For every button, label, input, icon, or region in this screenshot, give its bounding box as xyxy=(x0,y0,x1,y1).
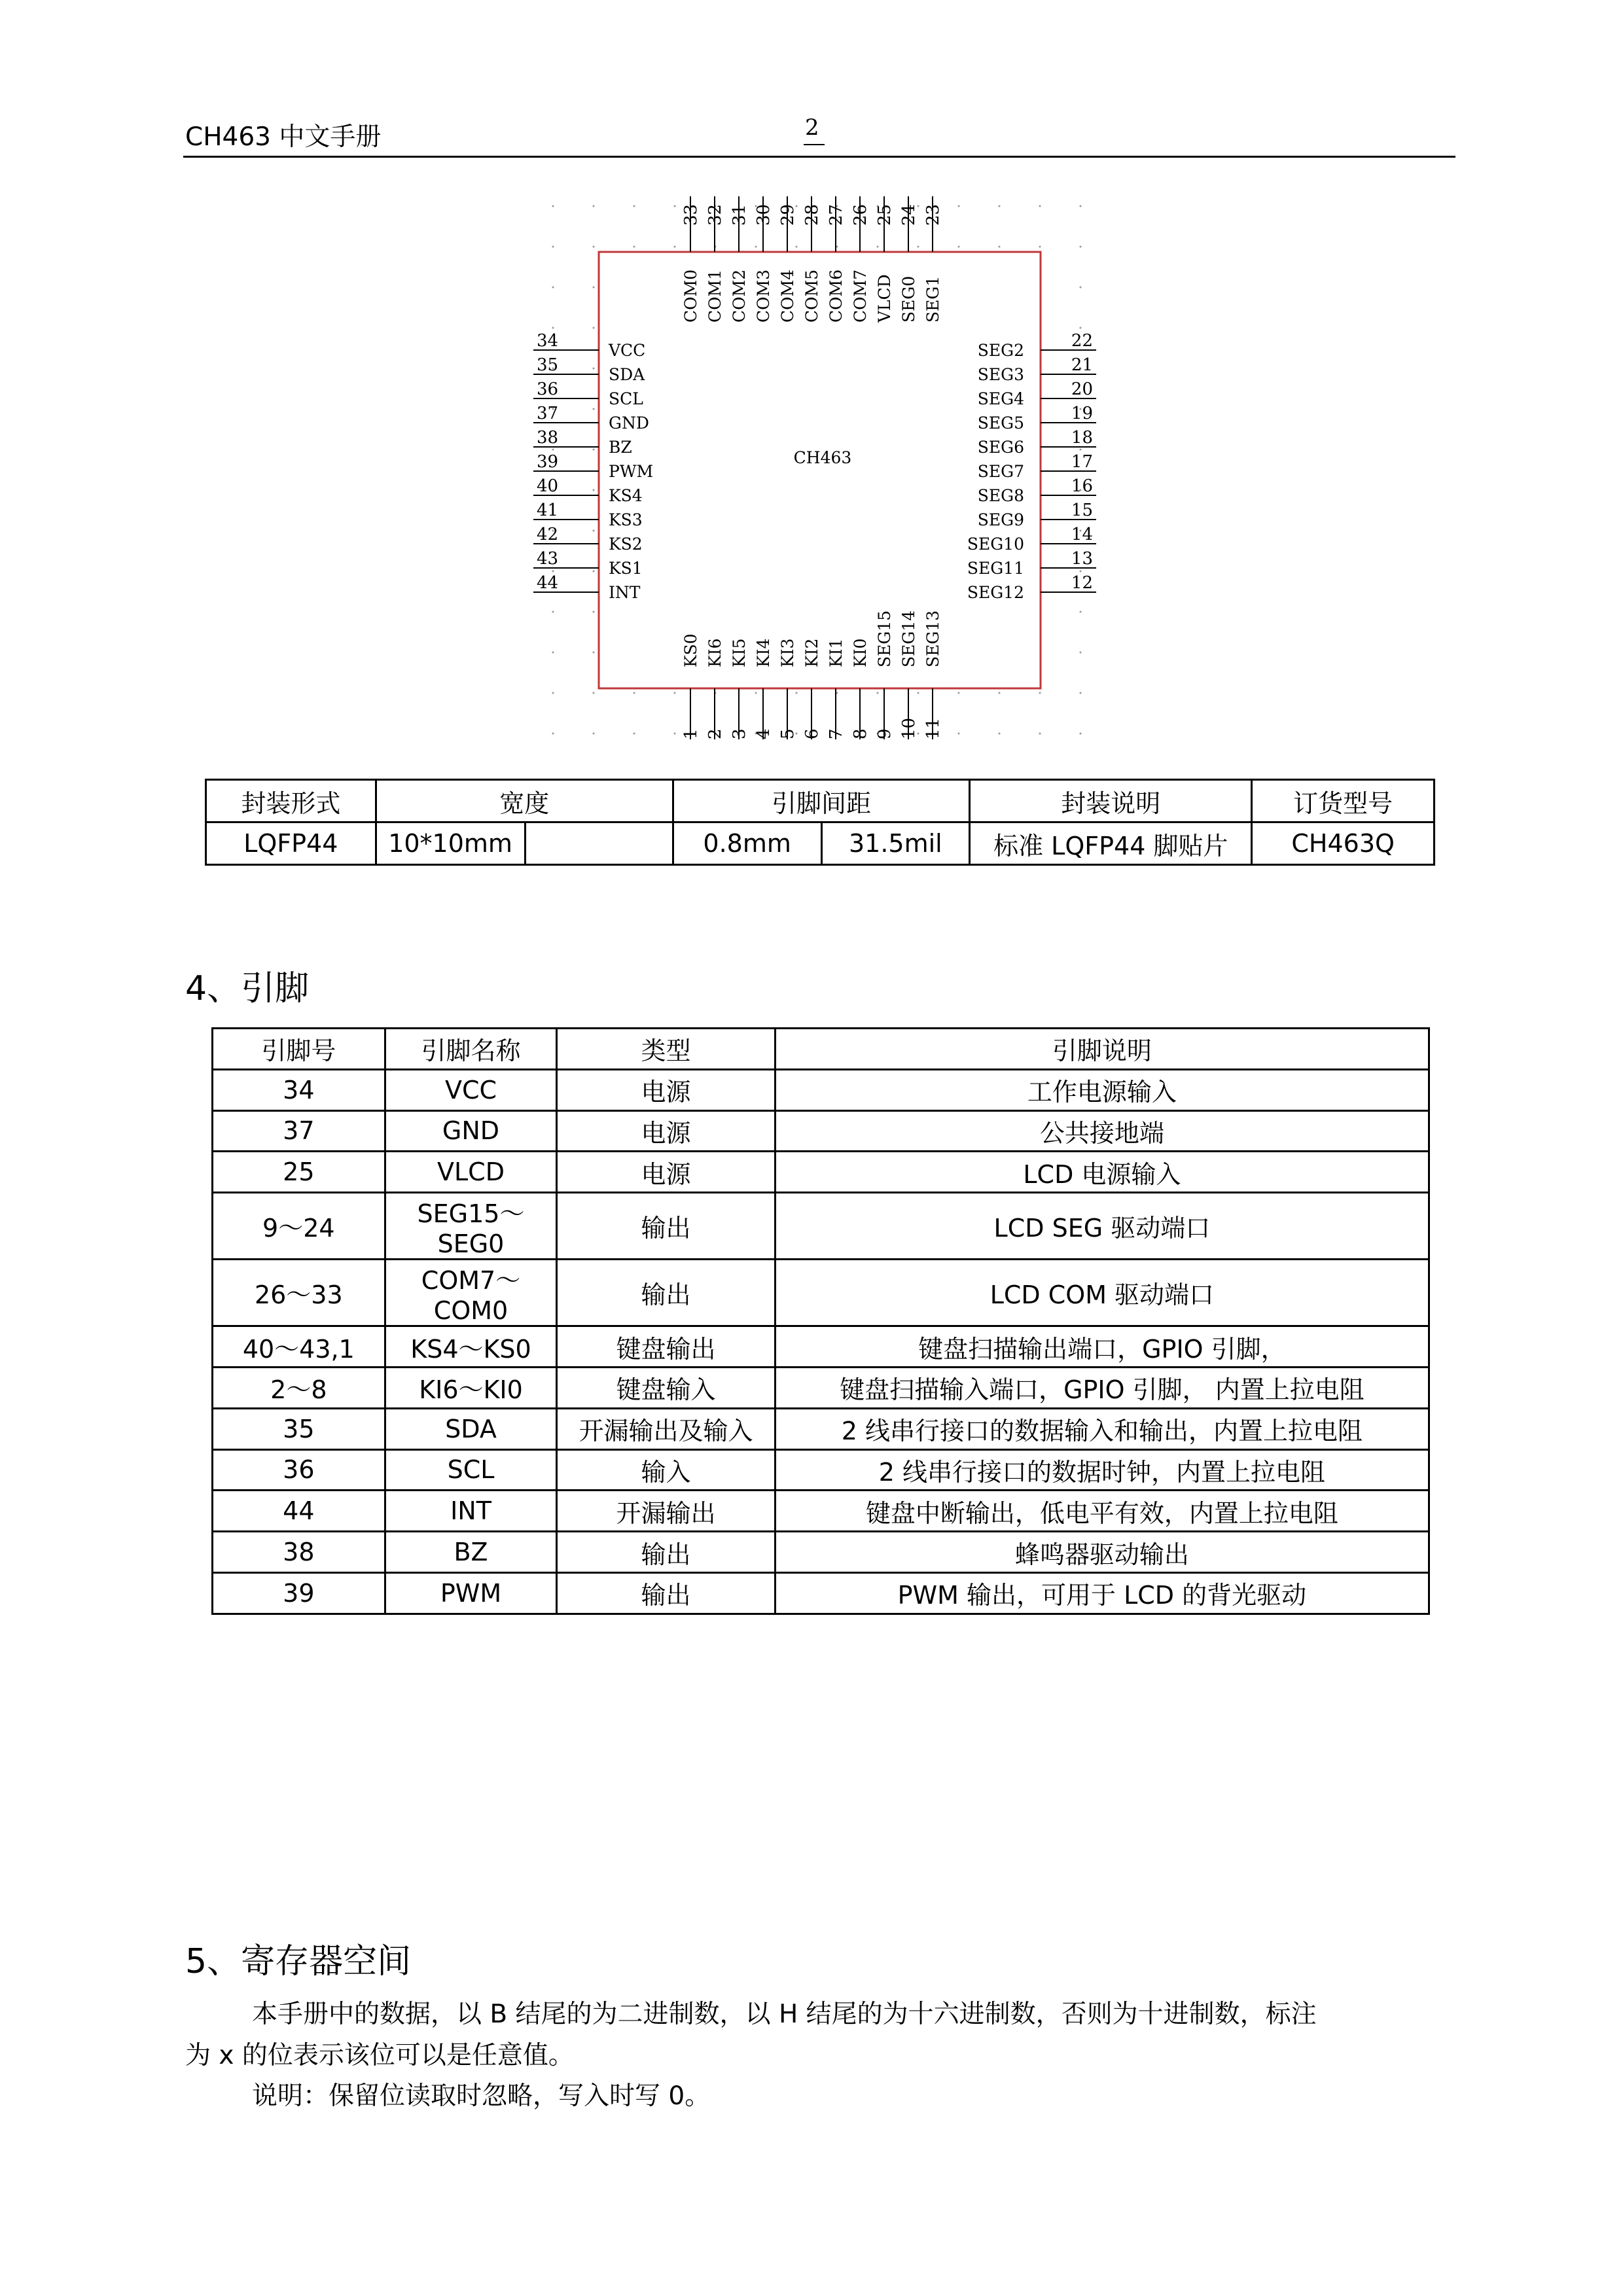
grid-dot xyxy=(796,246,798,248)
grid-dot xyxy=(1039,733,1041,735)
table-cell: 36 xyxy=(213,1449,385,1491)
grid-dot xyxy=(633,692,635,694)
grid-dot xyxy=(552,246,554,248)
page-number-underline xyxy=(804,144,825,145)
pin-label: VLCD xyxy=(875,274,894,323)
table-row xyxy=(213,1532,1429,1573)
table-cell: 键盘中断输出，低电平有效，内置上拉电阻 xyxy=(775,1491,1429,1532)
pin-number: 4 xyxy=(754,728,774,739)
table-row xyxy=(213,1572,1429,1614)
pin-number: 34 xyxy=(537,331,559,351)
header-cell: 封装形式 xyxy=(206,780,376,822)
grid-dot xyxy=(958,205,960,207)
grid-dot xyxy=(593,327,595,329)
table-row xyxy=(213,1069,1429,1110)
table-cell: 输出 xyxy=(557,1572,775,1614)
pin-number: 3 xyxy=(730,728,749,739)
table-cell: BZ xyxy=(385,1532,557,1573)
pin-number: 1 xyxy=(681,728,701,739)
grid-dot xyxy=(918,692,919,694)
grid-dot xyxy=(674,205,676,207)
grid-dot xyxy=(1039,246,1041,248)
pin-number: 14 xyxy=(1071,525,1093,544)
table-cell: 输出 xyxy=(557,1193,775,1260)
table-cell: 蜂鸣器驱动输出 xyxy=(775,1532,1429,1573)
pin-number: 40 xyxy=(537,476,559,496)
pin-label: KI3 xyxy=(778,638,797,667)
pin-number: 41 xyxy=(537,501,559,520)
table-cell: 2 线串行接口的数据输入和输出，内置上拉电阻 xyxy=(775,1408,1429,1449)
grid-dot xyxy=(1080,571,1082,573)
grid-dot xyxy=(796,692,798,694)
header-cell: 引脚说明 xyxy=(775,1029,1429,1070)
pin-number: 23 xyxy=(923,203,943,226)
table-cell: 39 xyxy=(213,1572,385,1614)
table-cell: 键盘输入 xyxy=(557,1367,775,1408)
pin-number: 28 xyxy=(802,203,822,226)
grid-dot xyxy=(918,246,919,248)
table-cell: 电源 xyxy=(557,1152,775,1193)
pin-label: BZ xyxy=(609,438,632,457)
table-cell: 35 xyxy=(213,1408,385,1449)
table-cell: 输出 xyxy=(557,1260,775,1326)
table-cell: 9～24 xyxy=(213,1193,385,1260)
header-cell: 类型 xyxy=(557,1029,775,1070)
grid-dot xyxy=(1080,327,1082,329)
doc-title: CH463 中文手册 xyxy=(185,122,382,152)
chip-name: CH463 xyxy=(793,448,852,467)
package-table xyxy=(205,779,1435,866)
table-cell: 26～33 xyxy=(213,1260,385,1326)
grid-dot xyxy=(1080,246,1082,248)
table-cell: 电源 xyxy=(557,1110,775,1152)
pin-label: SEG11 xyxy=(967,559,1024,578)
pin-label: KI0 xyxy=(851,638,870,667)
pin-number: 11 xyxy=(923,717,943,739)
pin-number: 44 xyxy=(537,573,559,593)
pin-number: 42 xyxy=(537,525,559,544)
table-cell: 2 线串行接口的数据时钟，内置上拉电阻 xyxy=(775,1449,1429,1491)
table-row xyxy=(213,1326,1429,1368)
pin-label: SEG6 xyxy=(977,438,1024,457)
grid-dot xyxy=(593,287,595,289)
pin-number: 25 xyxy=(875,203,895,226)
table-row xyxy=(213,1110,1429,1152)
pin-number: 5 xyxy=(778,728,798,739)
grid-dot xyxy=(593,205,595,207)
pin-number: 15 xyxy=(1071,501,1093,520)
pin-number: 36 xyxy=(537,380,559,399)
pin-number: 9 xyxy=(875,728,895,739)
grid-dot xyxy=(633,205,635,207)
section-title-registers: 5、寄存器空间 xyxy=(185,1942,412,1981)
table-cell: 37 xyxy=(213,1110,385,1152)
table-cell: 44 xyxy=(213,1491,385,1532)
pin-label: SEG7 xyxy=(977,462,1024,481)
table-cell: 10*10mm xyxy=(376,822,525,865)
pin-number: 24 xyxy=(899,203,919,226)
pin-label: KI6 xyxy=(705,638,724,667)
table-cell: 40～43,1 xyxy=(213,1326,385,1368)
pin-label: KS1 xyxy=(609,559,643,578)
table-cell: 键盘输出 xyxy=(557,1326,775,1368)
table-cell: COM7～COM0 xyxy=(385,1260,557,1326)
pin-label: COM3 xyxy=(754,269,773,323)
table-cell: 25 xyxy=(213,1152,385,1193)
pin-label: COM0 xyxy=(681,269,700,323)
pin-label: COM6 xyxy=(827,269,846,323)
grid-dot xyxy=(674,692,676,694)
grid-dot xyxy=(593,652,595,654)
pin-number: 16 xyxy=(1071,476,1093,496)
grid-dot xyxy=(999,205,1001,207)
header-rule xyxy=(183,156,1455,158)
grid-dot xyxy=(999,246,1001,248)
header-cell: 订货型号 xyxy=(1252,780,1435,822)
grid-dot xyxy=(593,449,595,451)
grid-dot xyxy=(1080,611,1082,613)
grid-dot xyxy=(552,571,554,573)
pin-label: GND xyxy=(609,414,649,433)
pin-number: 18 xyxy=(1071,428,1093,448)
table-cell: SEG15～SEG0 xyxy=(385,1193,557,1260)
table-cell: SDA xyxy=(385,1408,557,1449)
grid-dot xyxy=(1080,652,1082,654)
grid-dot xyxy=(999,692,1001,694)
table-cell: KI6～KI0 xyxy=(385,1367,557,1408)
grid-dot xyxy=(755,692,757,694)
pin-number: 12 xyxy=(1071,573,1093,593)
chip-pinout-diagram xyxy=(533,186,1096,756)
pin-number: 32 xyxy=(705,203,725,226)
pin-number: 21 xyxy=(1071,355,1093,375)
grid-dot xyxy=(593,611,595,613)
grid-dot xyxy=(1039,692,1041,694)
register-paragraph-1-cont: 为 x 的位表示该位可以是任意值。 xyxy=(185,2041,574,2070)
pin-number: 43 xyxy=(537,549,559,569)
pin-label: COM2 xyxy=(730,269,749,323)
grid-dot xyxy=(593,733,595,735)
grid-dot xyxy=(593,571,595,573)
table-cell: 标准 LQFP44 脚贴片 xyxy=(970,822,1252,865)
grid-dot xyxy=(1080,449,1082,451)
grid-dot xyxy=(552,652,554,654)
pin-label: KS0 xyxy=(681,633,700,667)
table-cell: LCD COM 驱动端口 xyxy=(775,1260,1429,1326)
grid-dot xyxy=(552,327,554,329)
section-title-pins: 4、引脚 xyxy=(185,969,310,1008)
grid-dot xyxy=(674,733,676,735)
table-row xyxy=(213,1260,1429,1326)
pin-label: SEG14 xyxy=(899,610,918,667)
pin-number: 31 xyxy=(730,203,749,226)
grid-dot xyxy=(1080,287,1082,289)
grid-dot xyxy=(552,449,554,451)
table-cell: CH463Q xyxy=(1252,822,1435,865)
pin-label: KS2 xyxy=(609,535,643,554)
pin-label: SEG2 xyxy=(977,341,1024,360)
pin-number: 22 xyxy=(1071,331,1093,351)
table-cell: 0.8mm xyxy=(673,822,821,865)
table-cell: 34 xyxy=(213,1069,385,1110)
header-cell: 宽度 xyxy=(376,780,673,822)
table-cell: PWM 输出，可用于 LCD 的背光驱动 xyxy=(775,1572,1429,1614)
table-row xyxy=(213,1491,1429,1532)
table-cell: GND xyxy=(385,1110,557,1152)
table-cell: 38 xyxy=(213,1532,385,1573)
grid-dot xyxy=(552,611,554,613)
pin-label: SEG10 xyxy=(967,535,1024,554)
pin-label: KS3 xyxy=(609,510,643,529)
pin-table xyxy=(211,1027,1430,1615)
pin-number: 19 xyxy=(1071,404,1093,423)
pin-number: 10 xyxy=(899,717,919,739)
pin-number: 26 xyxy=(851,203,870,226)
grid-dot xyxy=(674,246,676,248)
grid-dot xyxy=(593,489,595,491)
pin-label: COM4 xyxy=(778,269,797,323)
pin-number: 8 xyxy=(851,728,870,739)
grid-dot xyxy=(755,246,757,248)
grid-dot xyxy=(593,368,595,370)
grid-dot xyxy=(999,733,1001,735)
table-cell: 31.5mil xyxy=(821,822,970,865)
table-cell: 公共接地端 xyxy=(775,1110,1429,1152)
pin-number: 39 xyxy=(537,452,559,472)
package-table-header xyxy=(206,780,1435,822)
pin-number: 20 xyxy=(1071,380,1093,399)
pin-label: SDA xyxy=(609,365,645,384)
table-cell: 输入 xyxy=(557,1449,775,1491)
pin-label: SEG13 xyxy=(923,610,942,667)
pin-number: 29 xyxy=(778,203,798,226)
page-number: 2 xyxy=(805,115,819,141)
pin-label: COM5 xyxy=(802,269,821,323)
pin-label: SEG12 xyxy=(967,583,1024,602)
pin-label: PWM xyxy=(609,462,654,481)
table-cell: 开漏输出及输入 xyxy=(557,1408,775,1449)
pin-label: SEG9 xyxy=(977,510,1024,529)
grid-dot xyxy=(958,733,960,735)
table-cell: PWM xyxy=(385,1572,557,1614)
grid-dot xyxy=(593,530,595,532)
pin-number: 6 xyxy=(802,728,822,739)
grid-dot xyxy=(877,246,879,248)
pin-number: 30 xyxy=(754,203,774,226)
table-cell: LCD SEG 驱动端口 xyxy=(775,1193,1429,1260)
pin-label: SEG15 xyxy=(875,610,894,667)
grid-dot xyxy=(1080,205,1082,207)
register-paragraph-2: 说明：保留位读取时忽略，写入时写 0。 xyxy=(252,2081,711,2111)
grid-dot xyxy=(1080,692,1082,694)
grid-dot xyxy=(552,733,554,735)
grid-dot xyxy=(633,246,635,248)
table-row xyxy=(213,1408,1429,1449)
package-table-row xyxy=(206,822,1435,865)
pin-number: 27 xyxy=(827,203,846,226)
pin-table-header xyxy=(213,1029,1429,1070)
table-cell: 开漏输出 xyxy=(557,1491,775,1532)
header-cell: 封装说明 xyxy=(970,780,1252,822)
pin-label: SEG5 xyxy=(977,414,1024,433)
register-paragraph-1: 本手册中的数据，以 B 结尾的为二进制数，以 H 结尾的为十六进制数，否则为十进制数，标注 xyxy=(252,2000,1317,2029)
grid-dot xyxy=(958,246,960,248)
pin-label: KI4 xyxy=(754,638,773,667)
pin-label: VCC xyxy=(609,341,646,360)
table-row xyxy=(213,1367,1429,1408)
table-row xyxy=(213,1152,1429,1193)
grid-dot xyxy=(552,205,554,207)
pin-label: KI5 xyxy=(730,638,749,667)
pin-label: SEG4 xyxy=(977,389,1024,408)
pin-label: COM7 xyxy=(851,269,870,323)
grid-dot xyxy=(633,733,635,735)
pin-number: 2 xyxy=(705,728,725,739)
grid-dot xyxy=(552,287,554,289)
grid-dot xyxy=(1080,733,1082,735)
table-cell: INT xyxy=(385,1491,557,1532)
grid-dot xyxy=(593,246,595,248)
pin-label: SEG8 xyxy=(977,486,1024,505)
table-cell: 键盘扫描输出端口，GPIO 引脚， xyxy=(775,1326,1429,1368)
header-cell: 引脚名称 xyxy=(385,1029,557,1070)
pin-label: SCL xyxy=(609,389,643,408)
table-cell: SCL xyxy=(385,1449,557,1491)
table-cell: VLCD xyxy=(385,1152,557,1193)
pin-label: KS4 xyxy=(609,486,643,505)
table-cell: KS4～KS0 xyxy=(385,1326,557,1368)
pin-label: SEG3 xyxy=(977,365,1024,384)
header-cell: 引脚间距 xyxy=(673,780,969,822)
pin-label: SEG1 xyxy=(923,275,942,323)
pin-label: INT xyxy=(609,583,641,602)
grid-dot xyxy=(593,408,595,410)
grid-dot xyxy=(1039,205,1041,207)
table-cell: 工作电源输入 xyxy=(775,1069,1429,1110)
pin-number: 33 xyxy=(681,203,701,226)
header-cell: 引脚号 xyxy=(213,1029,385,1070)
table-cell: VCC xyxy=(385,1069,557,1110)
table-row xyxy=(213,1193,1429,1260)
table-cell: LCD 电源输入 xyxy=(775,1152,1429,1193)
table-cell: 键盘扫描输入端口，GPIO 引脚， 内置上拉电阻 xyxy=(775,1367,1429,1408)
pin-label: SEG0 xyxy=(899,275,918,323)
pin-number: 13 xyxy=(1071,549,1093,569)
table-cell xyxy=(525,822,673,865)
pin-number: 37 xyxy=(537,404,559,423)
table-cell: 2～8 xyxy=(213,1367,385,1408)
pin-number: 17 xyxy=(1071,452,1093,472)
grid-dot xyxy=(593,692,595,694)
table-cell: 输出 xyxy=(557,1532,775,1573)
pin-number: 38 xyxy=(537,428,559,448)
pin-label: KI1 xyxy=(827,638,846,667)
pin-label: KI2 xyxy=(802,638,821,667)
grid-dot xyxy=(552,692,554,694)
grid-dot xyxy=(958,692,960,694)
table-cell: LQFP44 xyxy=(206,822,376,865)
pin-table-body xyxy=(213,1069,1429,1614)
pin-number: 7 xyxy=(827,728,846,739)
pin-label: COM1 xyxy=(705,269,724,323)
pin-number: 35 xyxy=(537,355,559,375)
grid-dot xyxy=(877,692,879,694)
table-row xyxy=(213,1449,1429,1491)
table-cell: 电源 xyxy=(557,1069,775,1110)
